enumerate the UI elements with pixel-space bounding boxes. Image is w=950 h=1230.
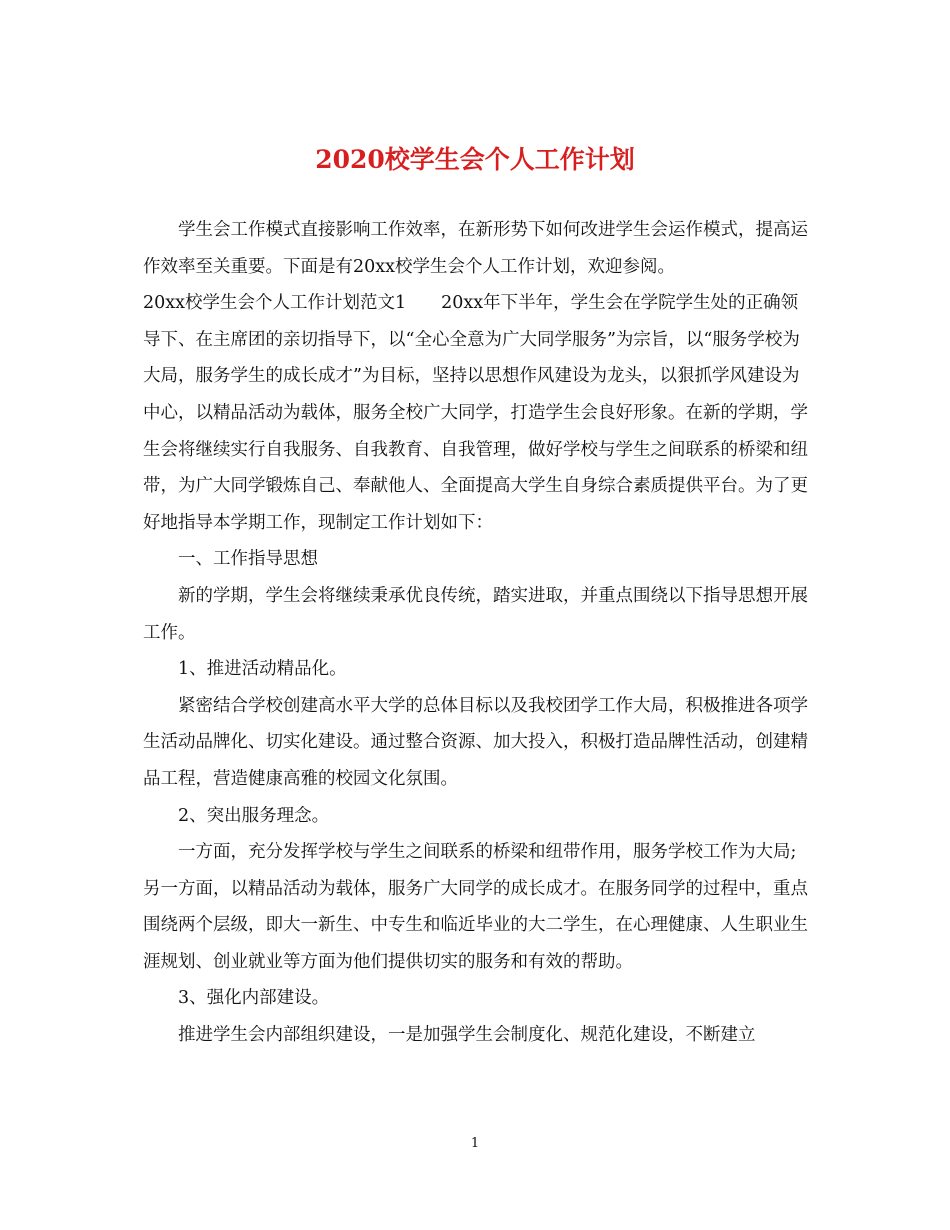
item-heading-2: 2、突出服务理念。	[178, 805, 330, 826]
paragraph-overview: 20xx校学生会个人工作计划范文1 20xx年下半年，学生会在学院学生处的正确领导下、在主席团的亲切指导下，以“全心全意为广大同学服务”为宗旨，以“服务学校为大局，服务学生的成长成才”为目标，坚持以思想作风建设为龙头，以狠抓学风建设为中心，以精品活动为载体，服务全校广大同学，打造学生会良好形象。在新的学期，学生会将继续实行自我服务、自我教育、自我管理，做好学校与学生之间联系的桥梁和纽带，为广大同学锻炼自己、奉献他人、全面提高大学生自身综合素质提供平台。为了更好地指导本学期工作，现制定工作计划如下：	[143, 293, 808, 533]
paragraph-item-1: 紧密结合学校创建高水平大学的总体目标以及我校团学工作大局，积极推进各项学生活动品牌化、切实化建设。通过整合资源、加大投入，积极打造品牌性活动，创建精品工程，营造健康高雅的校园文化氛围。	[143, 695, 808, 789]
paragraph-item-3: 推进学生会内部组织建设，一是加强学生会制度化、规范化建设，不断建立	[178, 1025, 756, 1046]
paragraph-guiding-thought: 新的学期，学生会将继续秉承优良传统，踏实进取，并重点围绕以下指导思想开展工作。	[143, 585, 808, 643]
section-heading-guiding-thought: 一、工作指导思想	[178, 549, 318, 570]
paragraph-intro: 学生会工作模式直接影响工作效率，在新形势下如何改进学生会运作模式，提高运作效率至关重要。下面是有20xx校学生会个人工作计划，欢迎参阅。	[143, 220, 808, 277]
item-heading-3: 3、强化内部建设。	[178, 988, 330, 1009]
paragraph-item-2: 一方面，充分发挥学校与学生之间联系的桥梁和纽带作用，服务学校工作为大局;另一方面，以精品活动为载体，服务广大同学的成长成才。在服务同学的过程中，重点围绕两个层级，即大一新生、中专生和临近毕业的大二学生，在心理健康、人生职业生涯规划、创业就业等方面为他们提供切实的服务和有效的帮助。	[143, 842, 808, 972]
document-body	[143, 212, 808, 1054]
item-heading-1: 1、推进活动精品化。	[178, 659, 347, 680]
document-title: 2020校学生会个人工作计划	[315, 145, 635, 174]
page-number: 1	[470, 1136, 480, 1151]
